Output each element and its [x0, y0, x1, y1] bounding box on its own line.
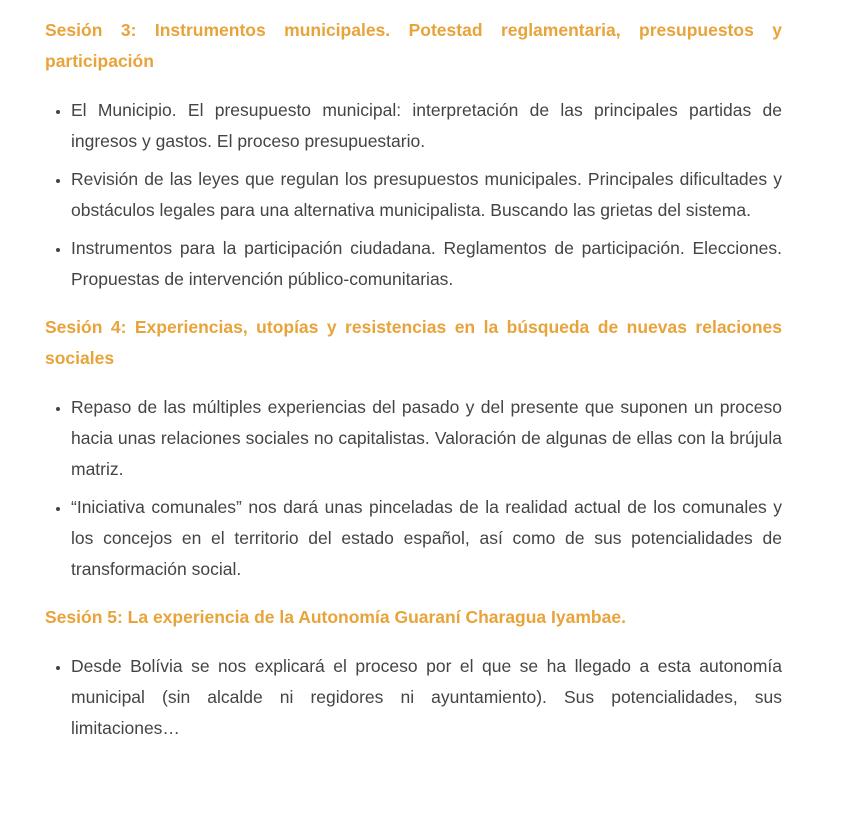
session-5-title: Sesión 5: La experiencia de la Autonomía Guaraní Charagua Iyambae.	[45, 607, 626, 627]
list-item: • Instrumentos para la participación ciudadana. Reglamentos de participación. Elecciones. Propuestas de intervención público-comunitarias.	[71, 233, 782, 295]
list-item: • Repaso de las múltiples experiencias del pasado y del presente que suponen un proceso hacia unas relaciones sociales no capitalistas. Valoración de algunas de ellas con la brújula matriz.	[71, 392, 782, 485]
session-4-list	[45, 392, 782, 585]
list-item: • El Municipio. El presupuesto municipal: interpretación de las principales partidas de ingresos y gastos. El proceso presupuestario.	[71, 95, 782, 157]
session-4-title: Sesión 4: Experiencias, utopías y resistencias en la búsqueda de nuevas relaciones sociales	[45, 317, 782, 368]
session-3-title: Sesión 3: Instrumentos municipales. Potestad reglamentaria, presupuestos y participación	[45, 20, 782, 71]
article-content	[45, 15, 782, 751]
session-3-list	[45, 95, 782, 295]
list-item: • Desde Bolívia se nos explicará el proceso por el que se ha llegado a esta autonomía municipal (sin alcalde ni regidores ni ayuntamiento). Sus potencialidades, sus limitaciones…	[71, 651, 782, 744]
list-item: • “Iniciativa comunales” nos dará unas pinceladas de la realidad actual de los comunales y los concejos en el territorio del estado español, así como de sus potencialidades de transformación social.	[71, 492, 782, 585]
list-item: • Revisión de las leyes que regulan los presupuestos municipales. Principales dificultades y obstáculos legales para una alternativa municipalista. Buscando las grietas del sistema.	[71, 164, 782, 226]
session-5-list	[45, 651, 782, 744]
